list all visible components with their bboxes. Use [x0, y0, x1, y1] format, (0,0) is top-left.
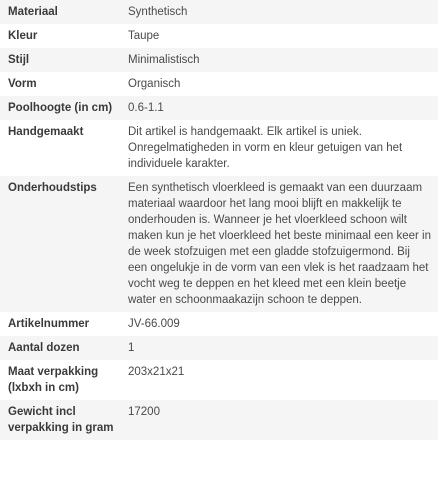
spec-value: Taupe	[128, 30, 160, 42]
spec-value: 0.6-1.1	[120, 96, 438, 120]
spec-row-maat-verpakking	[0, 360, 438, 400]
spec-row-vorm	[0, 72, 438, 96]
spec-label: Handgemaakt	[8, 126, 84, 138]
spec-row-artikelnummer	[0, 312, 438, 336]
spec-value: JV-66.009	[128, 318, 180, 330]
spec-value: 203x21x21	[128, 366, 185, 378]
spec-label: Stijl	[0, 48, 120, 72]
spec-row-aantal-dozen	[0, 336, 438, 360]
spec-label: Kleur	[8, 30, 38, 42]
spec-row-stijl	[0, 48, 438, 72]
spec-value: Dit artikel is handgemaakt. Elk artikel is uniek. Onregelmatigheden in vorm en kleur getuigen van het individuele karakter.	[128, 126, 403, 170]
spec-label: Poolhoogte (in cm)	[0, 96, 120, 120]
spec-label: Onderhoudstips	[0, 176, 120, 312]
spec-row-onderhoudstips	[0, 176, 438, 312]
spec-value: Organisch	[128, 78, 181, 90]
spec-value: Synthetisch	[120, 0, 438, 24]
spec-label: Gewicht incl verpakking in gram	[0, 400, 120, 440]
spec-row-kleur	[0, 24, 438, 48]
spec-row-poolhoogte	[0, 96, 438, 120]
spec-value: 17200	[120, 400, 438, 440]
spec-row-materiaal	[0, 0, 438, 24]
spec-label: Maat verpakking (lxbxh in cm)	[8, 366, 99, 394]
spec-label: Artikelnummer	[8, 318, 90, 330]
spec-label: Materiaal	[0, 0, 120, 24]
spec-value: 1	[120, 336, 438, 360]
spec-label: Aantal dozen	[0, 336, 120, 360]
spec-row-gewicht	[0, 400, 438, 440]
spec-value: Minimalistisch	[120, 48, 438, 72]
spec-value: Een synthetisch vloerkleed is gemaakt van een duurzaam materiaal waardoor het lang mooi blijft en makkelijk te onderhouden is. Wanneer je het vloerkleed schoon wilt maken kun je het vloerkleed het beste minimaal een keer in de week stofzuigen met een gladde stofzuigermond. Bij een ongelukje in de vorm van een vlek is het raadzaam het vocht weg te deppen en het kleed met een klein beetje water en schoonmaakazijn schoon te deppen.	[120, 176, 438, 312]
spec-row-handgemaakt	[0, 120, 438, 176]
spec-label: Vorm	[8, 78, 37, 90]
